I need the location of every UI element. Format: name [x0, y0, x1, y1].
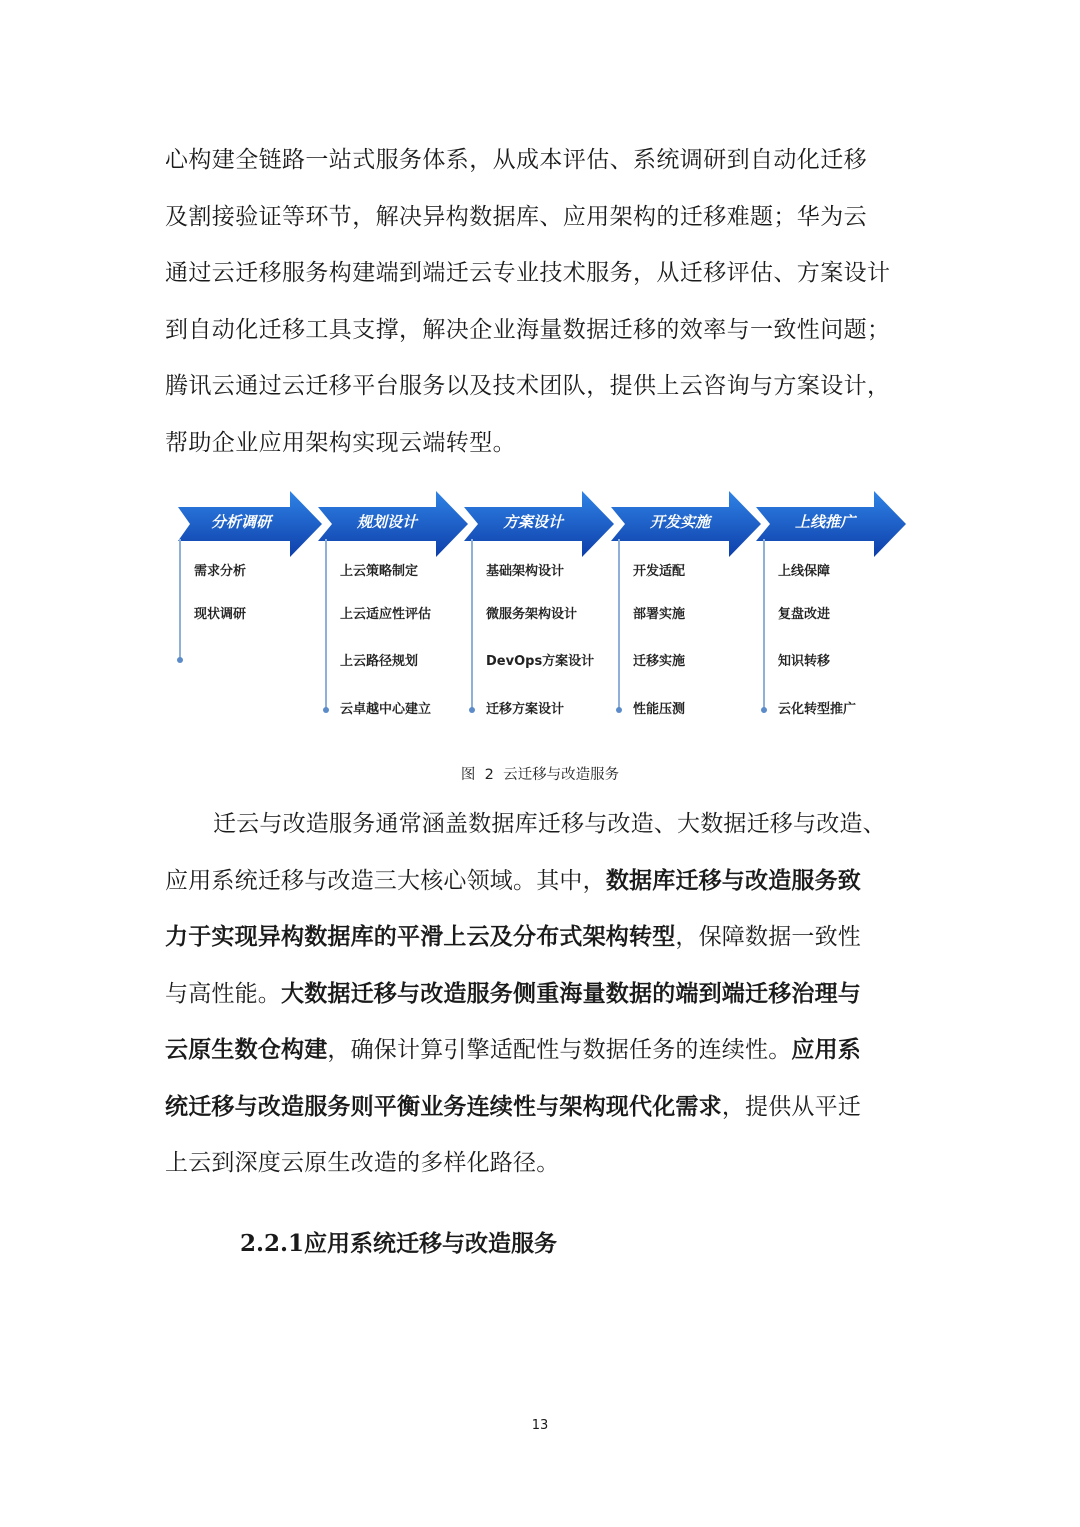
text-line: 及割接验证等环节，解决异构数据库、应用架构的迁移难题；华为云 [165, 203, 867, 230]
text-line: 到自动化迁移工具支撑，解决企业海量数据迁移的效率与一致性问题； [165, 316, 891, 343]
intro-paragraph [165, 136, 925, 475]
text-line: 通过云迁移服务构建端到端迁云专业技术服务，从迁移评估、方案设计 [165, 260, 891, 286]
timeline-line [179, 539, 181, 659]
body-paragraph [165, 800, 945, 1196]
stage-item: 云卓越中心建立 [340, 702, 432, 717]
text-run: ，确保计算引擎适配性与数据任务的连续性。 [327, 1037, 792, 1063]
timeline-dot [323, 707, 329, 713]
text-line: 腾讯云通过云迁移平台服务以及技术团队，提供上云咨询与方案设计， [165, 373, 891, 399]
timeline-line [763, 539, 765, 709]
stage-item: 迁移实施 [633, 654, 686, 669]
text-run: ，保障数据一致性 [675, 924, 862, 950]
stage-title: 分析调研 [210, 513, 271, 531]
stage-item: 开发适配 [633, 564, 686, 579]
timeline-line [471, 539, 473, 709]
migration-process-diagram [172, 487, 912, 727]
timeline-dot [177, 657, 183, 663]
stage-item: 上云路径规划 [340, 654, 419, 669]
stage-item: 知识转移 [778, 654, 831, 669]
bold-text-run: 应用系 [791, 1037, 862, 1063]
text-line [165, 857, 945, 914]
text-run: 与高性能。 [165, 980, 281, 1007]
text-line: 上云到深度云原生改造的多样化路径。 [165, 1150, 560, 1176]
bold-text-run: 云原生数仓构建 [165, 1037, 328, 1063]
bold-text-run: 统迁移与改造服务则平衡业务连续性与架构现代化需求 [165, 1093, 722, 1120]
stage-item: DevOps方案设计 [486, 654, 595, 669]
stage-item: 现状调研 [194, 607, 247, 622]
text-run: 应用系统迁移与改造三大核心领域。其中， [165, 867, 606, 894]
text-line [165, 1026, 945, 1083]
timeline-dot [761, 707, 767, 713]
stage-item: 需求分析 [194, 564, 247, 579]
stage-title: 开发实施 [649, 513, 710, 531]
text-line [165, 970, 945, 1027]
stage-planning [318, 487, 466, 727]
stage-title: 上线推广 [794, 513, 855, 531]
timeline-dot [469, 707, 475, 713]
text-line [165, 913, 945, 970]
text-line: 帮助企业应用架构实现云端转型。 [165, 429, 516, 456]
bold-text-run: 数据库迁移与改造服务致 [605, 867, 862, 894]
stage-item: 上线保障 [778, 564, 831, 579]
stage-title: 规划设计 [356, 513, 417, 531]
text-run: ，提供从平迁 [721, 1093, 862, 1120]
text-line [165, 1083, 945, 1140]
stage-implementation [611, 487, 759, 727]
bold-text-run: 力于实现异构数据库的平滑上云及分布式架构转型 [165, 924, 676, 950]
stage-solution-design [464, 487, 612, 727]
timeline-line [325, 539, 327, 709]
stage-item: 迁移方案设计 [486, 702, 565, 717]
stage-item: 部署实施 [633, 607, 686, 622]
text-line: 迁云与改造服务通常涵盖数据库迁移与改造、大数据迁移与改造、 [213, 811, 886, 837]
stage-title: 方案设计 [502, 513, 563, 531]
page-number: 13 [531, 1418, 549, 1433]
stage-item: 性能压测 [633, 702, 686, 717]
stage-item: 微服务架构设计 [486, 607, 578, 622]
stage-item: 云化转型推广 [778, 702, 857, 717]
stage-analysis [172, 487, 320, 727]
stage-item: 上云适应性评估 [340, 607, 432, 622]
stage-launch [756, 487, 904, 727]
timeline-line [618, 539, 620, 709]
text-line: 心构建全链路一站式服务体系，从成本评估、系统调研到自动化迁移 [165, 147, 867, 173]
figure-caption: 图 2 云迁移与改造服务 [460, 767, 620, 783]
timeline-dot [616, 707, 622, 713]
section-heading: 2.2.1应用系统迁移与改造服务 [240, 1230, 558, 1257]
stage-item: 基础架构设计 [486, 564, 565, 579]
stage-item: 复盘改进 [778, 607, 831, 622]
bold-text-run: 大数据迁移与改造服务侧重海量数据的端到端迁移治理与 [281, 980, 861, 1007]
stage-item: 上云策略制定 [340, 564, 419, 579]
